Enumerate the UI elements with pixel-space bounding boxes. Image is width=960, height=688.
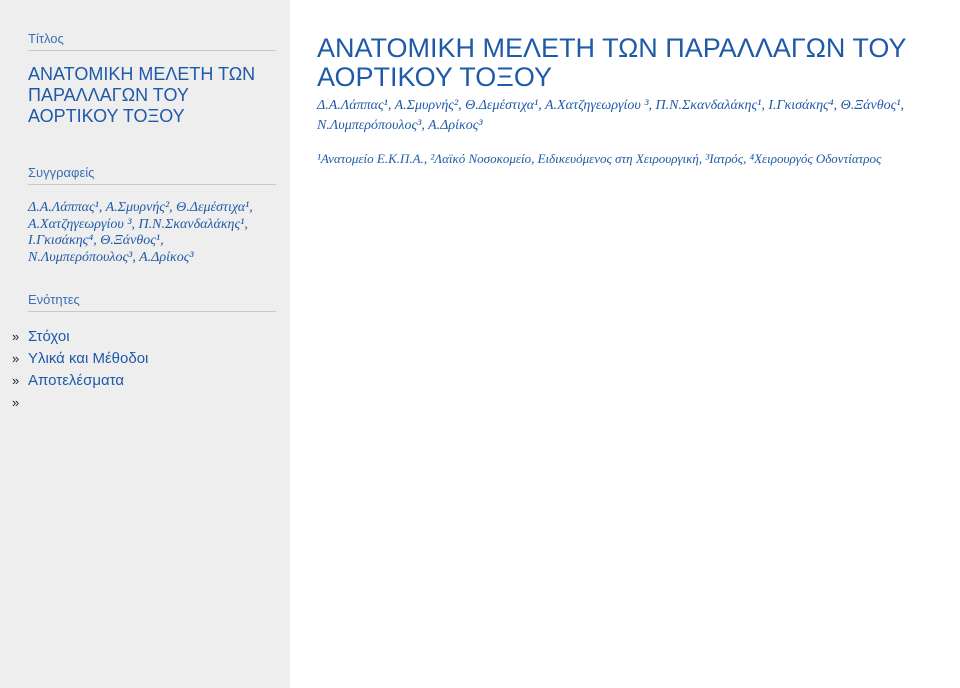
article-authors: Δ.Α.Λάππας¹, Α.Σμυρνής², Θ.Δεμέστιχα¹, Α.Χατζηγεωργίου ³, Π.Ν.Σκανδαλάκης¹, Ι.Γκισάκης⁴, Θ.Ξάνθος¹, Ν.Λυμπερόπουλος³, Α.Δρίκος³ xyxy=(317,98,904,133)
sidebar-authors: Δ.Α.Λάππας¹, Α.Σμυρνής², Θ.Δεμέστιχα¹, Α.Χατζηγεωργίου ³, Π.Ν.Σκανδαλάκης¹, Ι.Γκισάκης⁴, Θ.Ξάνθος¹, Ν.Λυμπερόπουλος³, Α.Δρίκος³ xyxy=(28,200,253,265)
sidebar-authors-heading: Συγγραφείς xyxy=(28,165,276,185)
chevron-right-icon: » xyxy=(12,373,20,388)
main-content xyxy=(317,0,947,168)
sidebar-article-title[interactable]: ΑΝΑΤΟΜΙΚΗ ΜΕΛΕΤΗ ΤΩΝ ΠΑΡΑΛΛΑΓΩΝ ΤΟΥ ΑΟΡΤΙΚΟΥ ΤΟΞΟΥ xyxy=(28,64,256,126)
sidebar-title-heading: Τίτλος xyxy=(28,31,276,51)
page-title: ΑΝΑΤΟΜΙΚΗ ΜΕΛΕΤΗ ΤΩΝ ΠΑΡΑΛΛΑΓΩΝ ΤΟΥ ΑΟΡΤΙΚΟΥ ΤΟΞΟΥ xyxy=(317,33,907,92)
section-link-objectives[interactable]: Στόχοι xyxy=(28,328,70,345)
chevron-right-icon: » xyxy=(12,351,20,366)
sections-list xyxy=(12,326,276,414)
sidebar xyxy=(0,0,290,688)
chevron-right-icon: » xyxy=(12,395,20,410)
sidebar-sections-heading: Ενότητες xyxy=(28,292,276,312)
section-item-methods[interactable] xyxy=(12,348,276,370)
section-link-results[interactable]: Αποτελέσματα xyxy=(28,372,125,389)
author-affiliations: ¹Ανατομείο Ε.Κ.Π.Α., ²Λαϊκό Νοσοκομείο, Ειδικευόμενος στη Χειρουργική, ³Ιατρός, ⁴Χειρουργός Οδοντίατρος xyxy=(317,151,882,166)
section-item-empty[interactable] xyxy=(12,392,276,414)
section-link-methods[interactable]: Υλικά και Μέθοδοι xyxy=(28,350,149,367)
section-item-results[interactable] xyxy=(12,370,276,392)
section-item-objectives[interactable] xyxy=(12,326,276,348)
chevron-right-icon: » xyxy=(12,329,20,344)
